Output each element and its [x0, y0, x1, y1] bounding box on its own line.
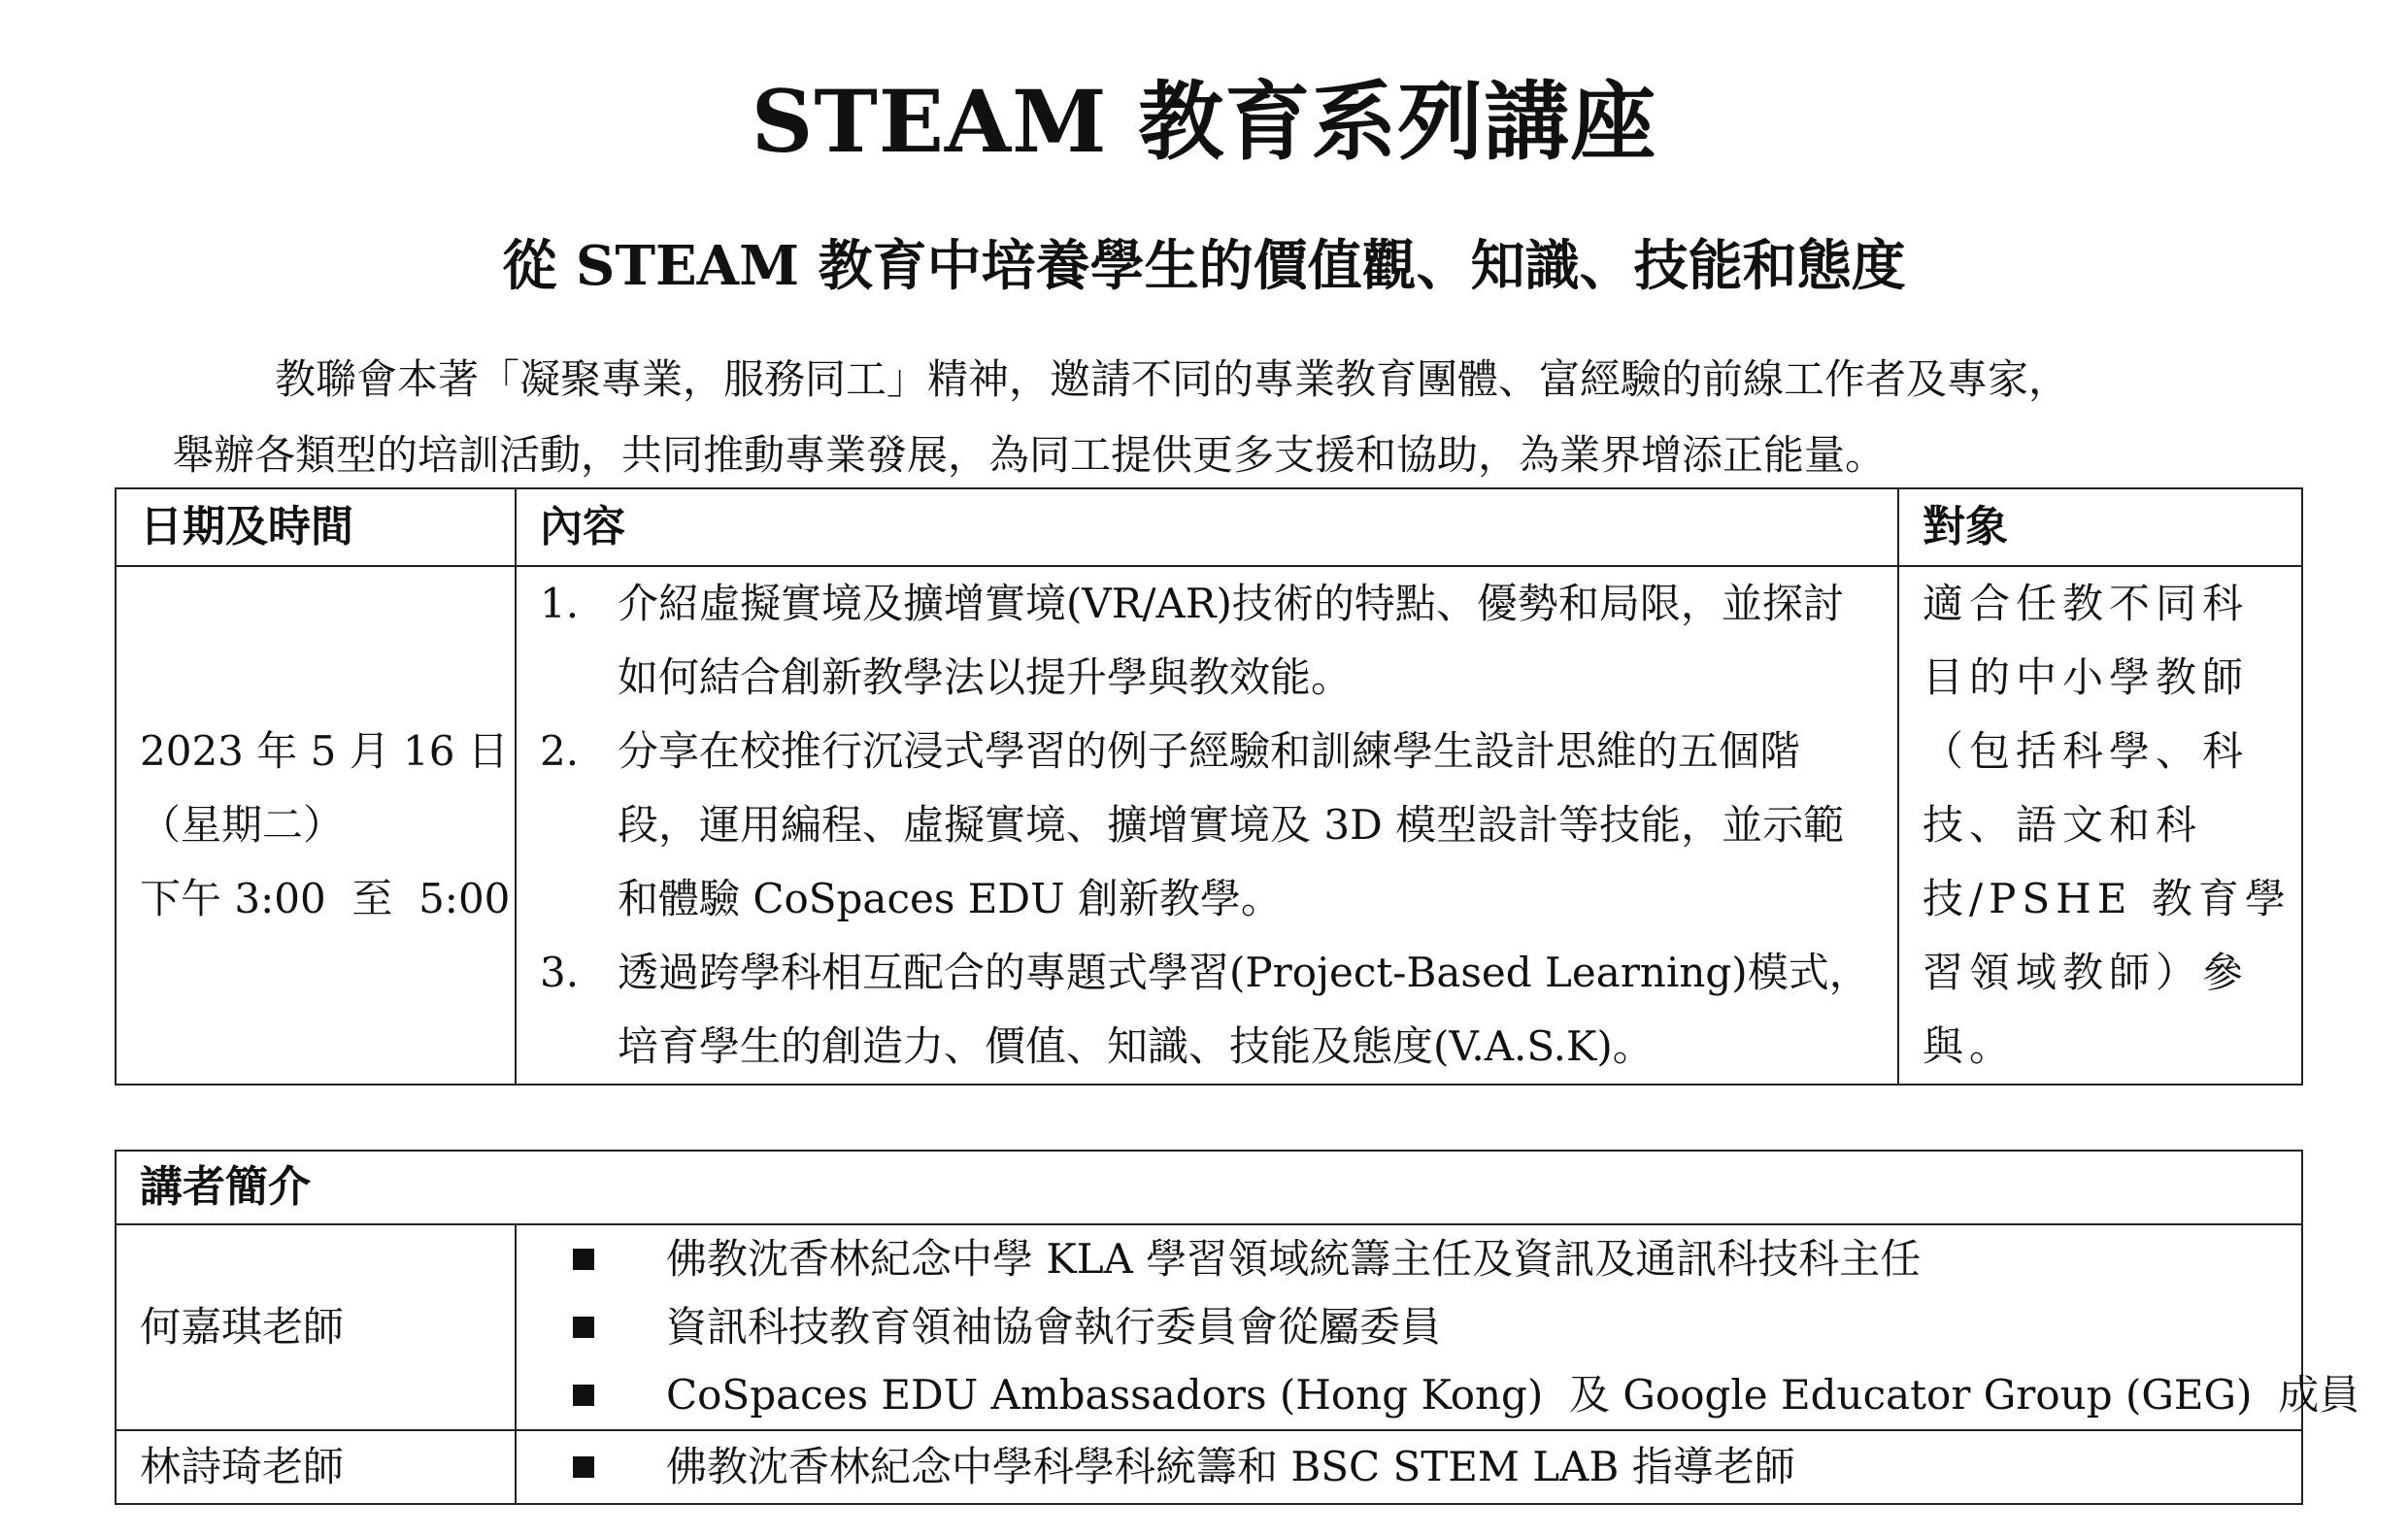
header-content: 內容 [516, 488, 1898, 566]
speaker-name: 林詩琦老師 [116, 1430, 516, 1504]
speaker-point [540, 1361, 2360, 1429]
point-text: 佛教沈香林紀念中學 KLA 學習領域統籌主任及資訊及通訊科技科主任 [666, 1235, 1922, 1283]
point-text: 資訊科技教育領袖協會執行委員會從屬委員 [666, 1303, 1442, 1351]
speaker-row [116, 1430, 2302, 1504]
content-item [540, 567, 1874, 715]
event-time: 下午 3:00 至 5:00 [140, 875, 511, 922]
page-subtitle: 從 STEAM 教育中培養學生的價值觀、知識、技能和態度 [502, 234, 1906, 298]
item-number: 3. [540, 949, 580, 996]
header-audience: 對象 [1898, 488, 2302, 566]
speaker-point [540, 1225, 2278, 1293]
content-item [540, 936, 1874, 1084]
square-bullet-icon [573, 1317, 594, 1338]
speaker-points [540, 1433, 2278, 1501]
speaker-profile [516, 1430, 2302, 1504]
intro-line-1: 教聯會本著「凝聚專業，服務同工」精神，邀請不同的專業教育團體、富經驗的前線工作者及專家， [275, 355, 2070, 403]
page-title: STEAM 教育系列講座 [751, 71, 1657, 172]
speaker-profile [516, 1224, 2360, 1430]
content-cell [516, 566, 1898, 1085]
speaker-points [540, 1225, 2360, 1429]
speakers-header: 講者簡介 [116, 1151, 2302, 1224]
square-bullet-icon [573, 1385, 594, 1406]
point-text: CoSpaces EDU Ambassadors (Hong Kong) 及 Google Educator Group (GEG) 成員 [666, 1371, 2360, 1419]
speaker-row [116, 1224, 2302, 1430]
schedule-header-row [116, 488, 2302, 566]
item-text: 透過跨學科相互配合的專題式學習(Project-Based Learning)模式，培育學生的創造力、價值、知識、技能及態度(V.A.S.K)。 [618, 949, 1870, 1070]
speaker-point [540, 1293, 2278, 1361]
speaker-name: 何嘉琪老師 [116, 1224, 516, 1430]
intro-line-2: 舉辦各類型的培訓活動，共同推動專業發展，為同工提供更多支援和協助，為業界增添正能量。 [173, 431, 1887, 479]
audience-cell: 適合任教不同科目的中小學教師（包括科學、科技、語文和科技/PSHE 教育學習領域教師）參與。 [1898, 566, 2302, 1085]
item-number: 1. [540, 580, 580, 627]
event-weekday: （星期二） [140, 801, 345, 849]
point-text: 佛教沈香林紀念中學科學科統籌和 BSC STEM LAB 指導老師 [666, 1443, 1795, 1490]
schedule-row [116, 566, 2302, 1085]
item-number: 2. [540, 727, 580, 775]
speakers-header-row [116, 1151, 2302, 1224]
content-item [540, 715, 1874, 936]
item-text: 分享在校推行沉浸式學習的例子經驗和訓練學生設計思維的五個階段，運用編程、虛擬實境、擴增實境及 3D 模型設計等技能，並示範和體驗 CoSpaces EDU 創新教學。 [618, 727, 1845, 922]
event-date: 2023 年 5 月 16 日 [140, 727, 509, 775]
square-bullet-icon [573, 1249, 594, 1270]
square-bullet-icon [573, 1456, 594, 1478]
intro-paragraph [173, 342, 2290, 493]
header-date: 日期及時間 [116, 488, 516, 566]
date-time-cell [116, 566, 516, 1085]
schedule-table [115, 487, 2303, 1086]
item-text: 介紹虛擬實境及擴增實境(VR/AR)技術的特點、優勢和局限，並探討如何結合創新教學法以提升學與教效能。 [618, 580, 1844, 701]
speaker-point [540, 1433, 2278, 1501]
speakers-table [115, 1150, 2360, 1505]
content-list [540, 567, 1874, 1084]
